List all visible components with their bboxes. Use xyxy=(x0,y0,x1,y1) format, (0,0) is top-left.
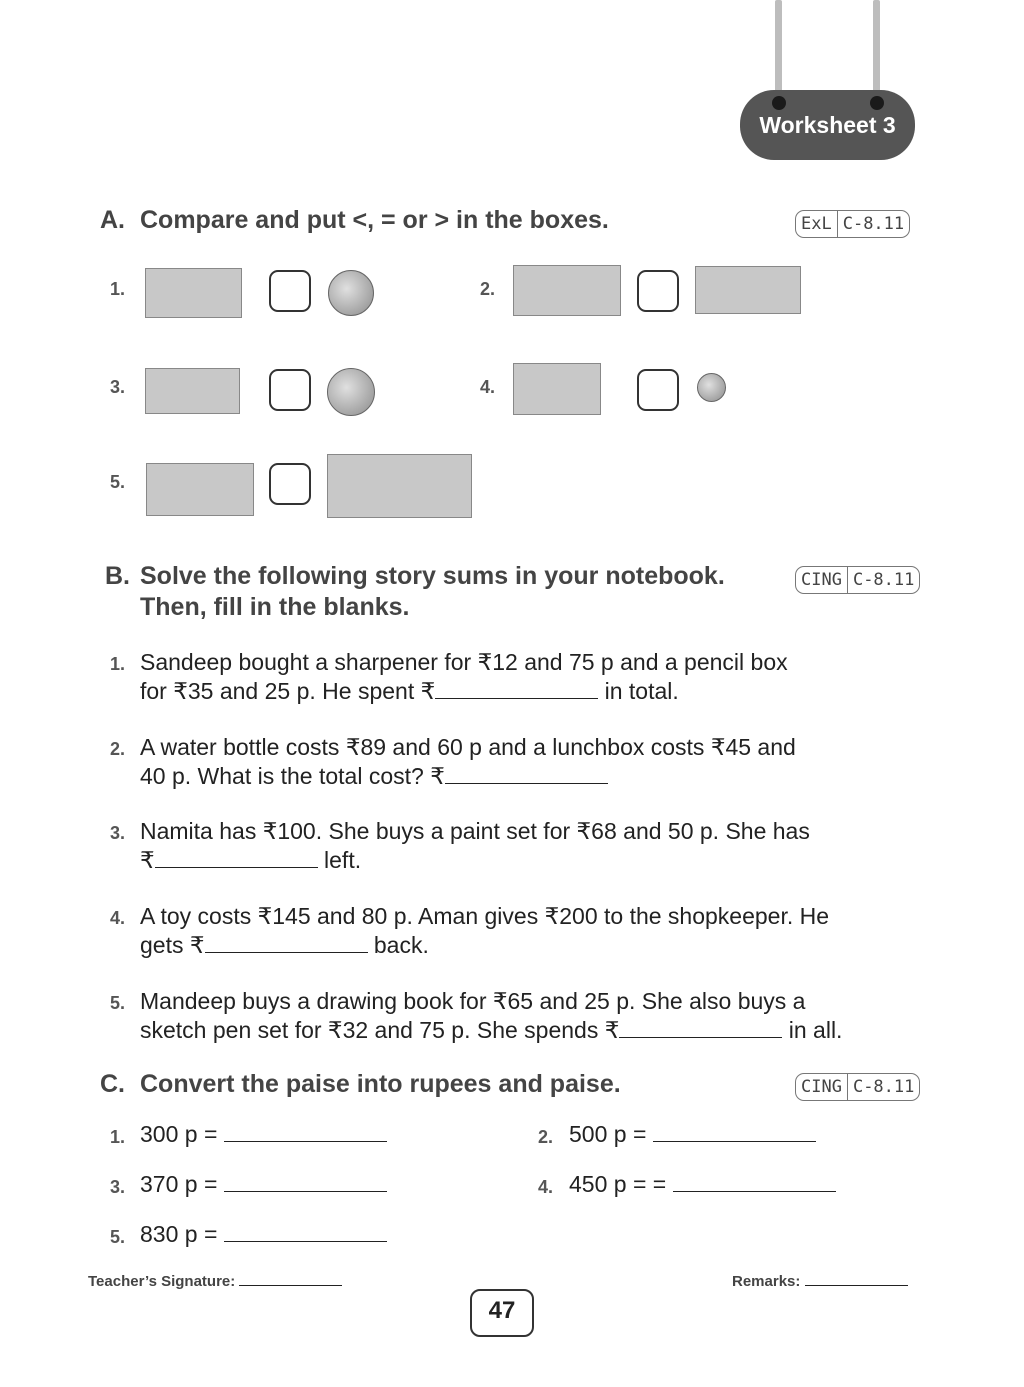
worksheet-badge xyxy=(740,90,915,160)
c-item-num: 3. xyxy=(110,1177,126,1197)
b-item-num: 4. xyxy=(110,908,126,928)
hanger-string-left xyxy=(775,0,782,100)
teacher-signature-label: Teacher’s Signature: xyxy=(88,1273,236,1290)
code-right: C-8.11 xyxy=(852,1077,915,1097)
conversion-item xyxy=(140,1121,387,1148)
compare-box[interactable] xyxy=(269,369,311,411)
conversion-text: 500 p = xyxy=(569,1121,647,1147)
answer-blank[interactable] xyxy=(653,1121,816,1142)
c-item-num: 1. xyxy=(110,1127,126,1147)
rupee-note-image xyxy=(513,265,621,316)
rupee-note-image xyxy=(146,463,254,516)
compare-box[interactable] xyxy=(269,463,311,505)
b-item-num: 5. xyxy=(110,993,126,1013)
section-b-title-1: Solve the following story sums in your notebook. xyxy=(140,562,725,590)
story-line: gets ₹ xyxy=(140,932,205,958)
story-line: in all. xyxy=(782,1017,843,1043)
section-b-code xyxy=(795,566,920,594)
conversion-text: 450 p = = xyxy=(569,1171,667,1197)
conversion-item xyxy=(140,1171,387,1198)
code-left: CING xyxy=(796,567,848,593)
story-sum xyxy=(140,817,930,875)
story-sum xyxy=(140,902,930,960)
rupee-note-image xyxy=(145,268,242,318)
c-item-num: 5. xyxy=(110,1227,126,1247)
conversion-text: 370 p = xyxy=(140,1171,218,1197)
story-line: back. xyxy=(367,932,429,958)
conversion-item xyxy=(140,1221,387,1248)
c-item-num: 2. xyxy=(538,1127,554,1147)
a-item-num: 2. xyxy=(480,279,496,299)
b-item-num: 2. xyxy=(110,739,126,759)
remarks-blank[interactable] xyxy=(805,1271,908,1286)
story-sum xyxy=(140,987,930,1045)
compare-box[interactable] xyxy=(637,369,679,411)
hanger-string-right xyxy=(873,0,880,100)
story-line: for ₹35 and 25 p. He spent ₹ xyxy=(140,678,436,704)
remarks xyxy=(732,1271,908,1290)
conversion-text: 300 p = xyxy=(140,1121,218,1147)
section-b-letter: B. xyxy=(105,562,130,590)
rupee-note-image xyxy=(327,454,472,518)
signature-blank[interactable] xyxy=(239,1271,342,1286)
a-item-num: 5. xyxy=(110,472,126,492)
rupee-note-image xyxy=(513,363,601,415)
answer-blank[interactable] xyxy=(673,1171,836,1192)
compare-box[interactable] xyxy=(269,270,311,312)
story-sum xyxy=(140,733,930,791)
conversion-text: 830 p = xyxy=(140,1221,218,1247)
a-item-num: 1. xyxy=(110,279,126,299)
answer-blank[interactable] xyxy=(445,763,608,784)
c-item-num: 4. xyxy=(538,1177,554,1197)
remarks-label: Remarks: xyxy=(732,1273,801,1290)
story-sum xyxy=(140,648,930,706)
badge-hole-left xyxy=(772,96,786,110)
rupee-note-image xyxy=(145,368,240,414)
code-right: C-8.11 xyxy=(842,214,905,234)
code-left: CING xyxy=(796,1074,848,1100)
answer-blank[interactable] xyxy=(224,1171,387,1192)
section-a-title: Compare and put <, = or > in the boxes. xyxy=(140,206,609,234)
answer-blank[interactable] xyxy=(155,847,318,868)
answer-blank[interactable] xyxy=(435,678,598,699)
b-item-num: 3. xyxy=(110,823,126,843)
section-a-code xyxy=(795,210,910,238)
story-line: 40 p. What is the total cost? ₹ xyxy=(140,763,445,789)
story-line: sketch pen set for ₹32 and 75 p. She spends ₹ xyxy=(140,1017,620,1043)
teacher-signature xyxy=(88,1271,342,1290)
section-c-code xyxy=(795,1073,920,1101)
conversion-item xyxy=(569,1121,816,1148)
story-line: Mandeep buys a drawing book for ₹65 and 25 p. She also buys a xyxy=(140,988,806,1014)
story-line: A water bottle costs ₹89 and 60 p and a lunchbox costs ₹45 and xyxy=(140,734,796,760)
answer-blank[interactable] xyxy=(224,1221,387,1242)
a-item-num: 4. xyxy=(480,377,496,397)
story-line: A toy costs ₹145 and 80 p. Aman gives ₹200 to the shopkeeper. He xyxy=(140,903,830,929)
answer-blank[interactable] xyxy=(205,932,368,953)
section-c-title: Convert the paise into rupees and paise. xyxy=(140,1070,621,1098)
answer-blank[interactable] xyxy=(619,1017,782,1038)
a-item-num: 3. xyxy=(110,377,126,397)
page-number: 47 xyxy=(470,1289,534,1337)
rupee-note-image xyxy=(695,266,801,314)
rupee-coin-image xyxy=(697,373,726,402)
worksheet-label: Worksheet 3 xyxy=(759,111,896,138)
badge-hole-right xyxy=(870,96,884,110)
code-right: C-8.11 xyxy=(852,570,915,590)
conversion-item xyxy=(569,1171,836,1198)
rupee-coin-image xyxy=(328,270,374,316)
story-line: Namita has ₹100. She buys a paint set for ₹68 and 50 p. She has xyxy=(140,818,810,844)
story-line: Sandeep bought a sharpener for ₹12 and 75 p and a pencil box xyxy=(140,649,788,675)
story-line: left. xyxy=(317,847,362,873)
story-line: in total. xyxy=(598,678,679,704)
section-a-letter: A. xyxy=(100,206,125,234)
section-b-title-2: Then, fill in the blanks. xyxy=(140,593,410,621)
compare-box[interactable] xyxy=(637,270,679,312)
answer-blank[interactable] xyxy=(224,1121,387,1142)
section-c-letter: C. xyxy=(100,1070,125,1098)
code-left: ExL xyxy=(796,211,838,237)
b-item-num: 1. xyxy=(110,654,126,674)
rupee-coin-image xyxy=(327,368,375,416)
story-line: ₹ xyxy=(140,847,155,873)
